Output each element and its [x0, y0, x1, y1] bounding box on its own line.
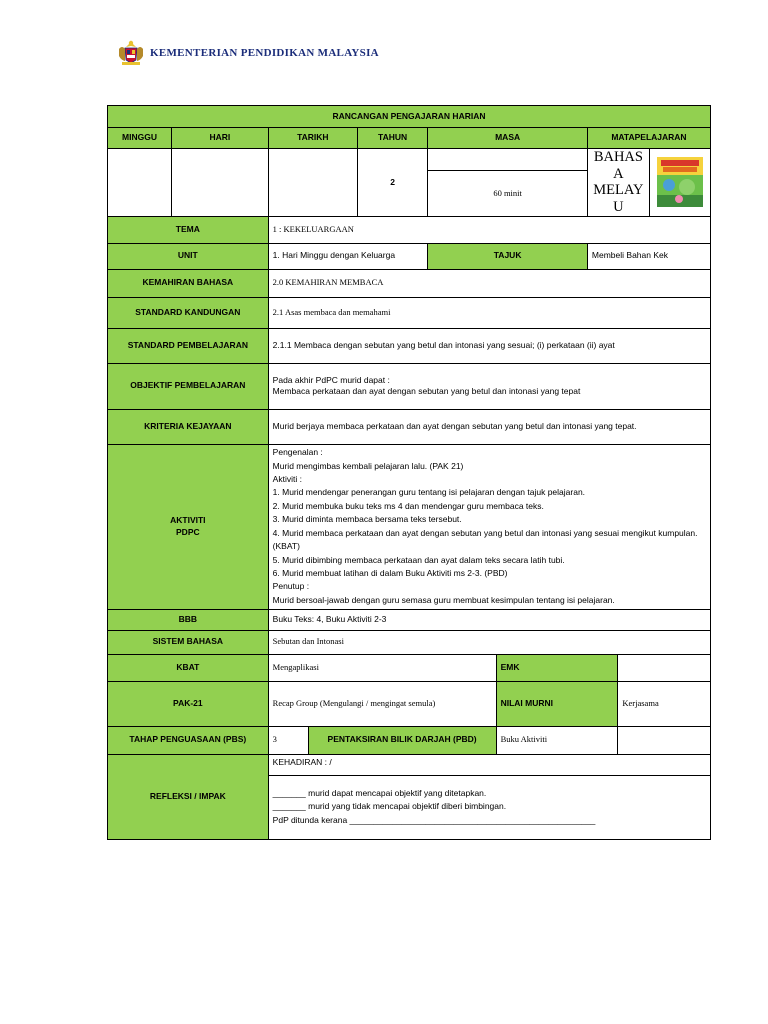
value-kbat: Mengaplikasi: [268, 654, 496, 681]
textbook-cover-image: [657, 157, 703, 207]
col-minggu: MINGGU: [108, 128, 172, 149]
label-tahap-penguasaan: TAHAP PENGUASAAN (PBS): [108, 726, 269, 754]
value-aktiviti: [268, 444, 710, 609]
value-minggu: [108, 149, 172, 217]
value-unit: 1. Hari Minggu dengan Keluarga: [268, 243, 428, 269]
value-tahun: 2: [357, 149, 427, 217]
malaysia-crest-icon: [116, 39, 146, 67]
table-title: RANCANGAN PENGAJARAN HARIAN: [108, 106, 711, 128]
label-bbb: BBB: [108, 609, 269, 630]
value-kemahiran: 2.0 KEMAHIRAN MEMBACA: [268, 269, 710, 297]
objektif-line-2: Membaca perkataan dan ayat dengan sebutan yang betul dan intonasi yang tepat: [272, 386, 581, 397]
aktiviti-line: Pengenalan :: [272, 447, 323, 458]
label-pbd: PENTAKSIRAN BILIK DARJAH (PBD): [308, 726, 496, 754]
aktiviti-line: Murid mengimbas kembali pelajaran lalu. (PAK 21): [272, 460, 464, 471]
value-emk: [618, 654, 711, 681]
label-tajuk: TAJUK: [428, 243, 588, 269]
label-refleksi: REFLEKSI / IMPAK: [108, 754, 269, 839]
col-masa: MASA: [428, 128, 588, 149]
value-tajuk: Membeli Bahan Kek: [587, 243, 710, 269]
value-sistem-bahasa: Sebutan dan Intonasi: [268, 630, 710, 654]
col-hari: HARI: [172, 128, 269, 149]
label-nilai-murni: NILAI MURNI: [496, 681, 618, 726]
label-sistem-bahasa: SISTEM BAHASA: [108, 630, 269, 654]
value-hari: [172, 149, 269, 217]
value-nilai-murni: Kerjasama: [618, 681, 711, 726]
ministry-header: [116, 38, 379, 68]
label-tema: TEMA: [108, 216, 269, 243]
label-unit: UNIT: [108, 243, 269, 269]
col-matapelajaran: MATAPELAJARAN: [587, 128, 710, 149]
value-refleksi: [268, 775, 710, 839]
label-kemahiran: KEMAHIRAN BAHASA: [108, 269, 269, 297]
label-objektif: OBJEKTIF PEMBELAJARAN: [108, 363, 269, 409]
value-standard-pembelajaran: 2.1.1 Membaca dengan sebutan yang betul dan intonasi yang sesuai; (i) perkataan (ii) ayat: [268, 328, 710, 363]
value-pak21: Recap Group (Mengulangi / mengingat semula): [268, 681, 496, 726]
label-kriteria: KRITERIA KEJAYAAN: [108, 409, 269, 444]
aktiviti-line: 5. Murid dibimbing membaca perkataan dan ayat dalam teks secara latih tubi.: [272, 554, 565, 565]
aktiviti-line: 4. Murid membaca perkataan dan ayat dengan sebutan yang betul dan intonasi yang sesuai mengikut kumpulan. (KBAT): [272, 527, 698, 552]
aktiviti-line: Penutup :: [272, 581, 310, 592]
ministry-name: KEMENTERIAN PENDIDIKAN MALAYSIA: [150, 47, 379, 59]
value-kehadiran: KEHADIRAN : /: [268, 754, 710, 775]
col-tahun: TAHUN: [357, 128, 427, 149]
value-tarikh: [268, 149, 357, 217]
aktiviti-line: Murid bersoal-jawab dengan guru semasa guru membuat kesimpulan tentang isi pelajaran.: [272, 594, 615, 605]
col-tarikh: TARIKH: [268, 128, 357, 149]
value-tema: 1 : KEKELUARGAAN: [268, 216, 710, 243]
value-matapelajaran: [587, 149, 649, 217]
objektif-line-1: Pada akhir PdPC murid dapat :: [272, 374, 390, 385]
aktiviti-line: 1. Murid mendengar penerangan guru tentang isi pelajaran dengan tajuk pelajaran.: [272, 487, 586, 498]
value-standard-kandungan: 2.1 Asas membaca dan memahami: [268, 297, 710, 328]
subject-name: BAHAS A MELAY U: [593, 149, 644, 216]
label-pak21: PAK-21: [108, 681, 269, 726]
aktiviti-line: 2. Murid membuka buku teks ms 4 dan mendengar guru membaca teks.: [272, 500, 544, 511]
empty-cell: [618, 726, 711, 754]
lesson-plan-table: [107, 105, 711, 840]
value-tahap-penguasaan: 3: [268, 726, 308, 754]
aktiviti-line: 3. Murid diminta membaca bersama teks tersebut.: [272, 514, 462, 525]
value-masa-top: [428, 149, 588, 171]
value-masa: 60 minit: [428, 171, 588, 216]
textbook-cover-cell: [649, 149, 710, 217]
label-standard-kandungan: STANDARD KANDUNGAN: [108, 297, 269, 328]
value-pbd: Buku Aktiviti: [496, 726, 618, 754]
label-kbat: KBAT: [108, 654, 269, 681]
aktiviti-line: 6. Murid membuat latihan di dalam Buku Aktiviti ms 2-3. (PBD): [272, 567, 508, 578]
refleksi-line-1: _______ murid dapat mencapai objektif yang ditetapkan.: [272, 788, 487, 799]
label-aktiviti: AKTIVITI PDPC: [108, 444, 269, 609]
label-standard-pembelajaran: STANDARD PEMBELAJARAN: [108, 328, 269, 363]
value-bbb: Buku Teks: 4, Buku Aktiviti 2-3: [268, 609, 710, 630]
value-kriteria: Murid berjaya membaca perkataan dan ayat dengan sebutan yang betul dan intonasi yang tepat.: [268, 409, 710, 444]
refleksi-line-2: _______ murid yang tidak mencapai objektif diberi bimbingan.: [272, 801, 507, 812]
value-objektif: [268, 363, 710, 409]
refleksi-line-3: PdP ditunda kerana ____________________________________________________: [272, 814, 596, 825]
label-emk: EMK: [496, 654, 618, 681]
aktiviti-line: Aktiviti :: [272, 474, 302, 484]
